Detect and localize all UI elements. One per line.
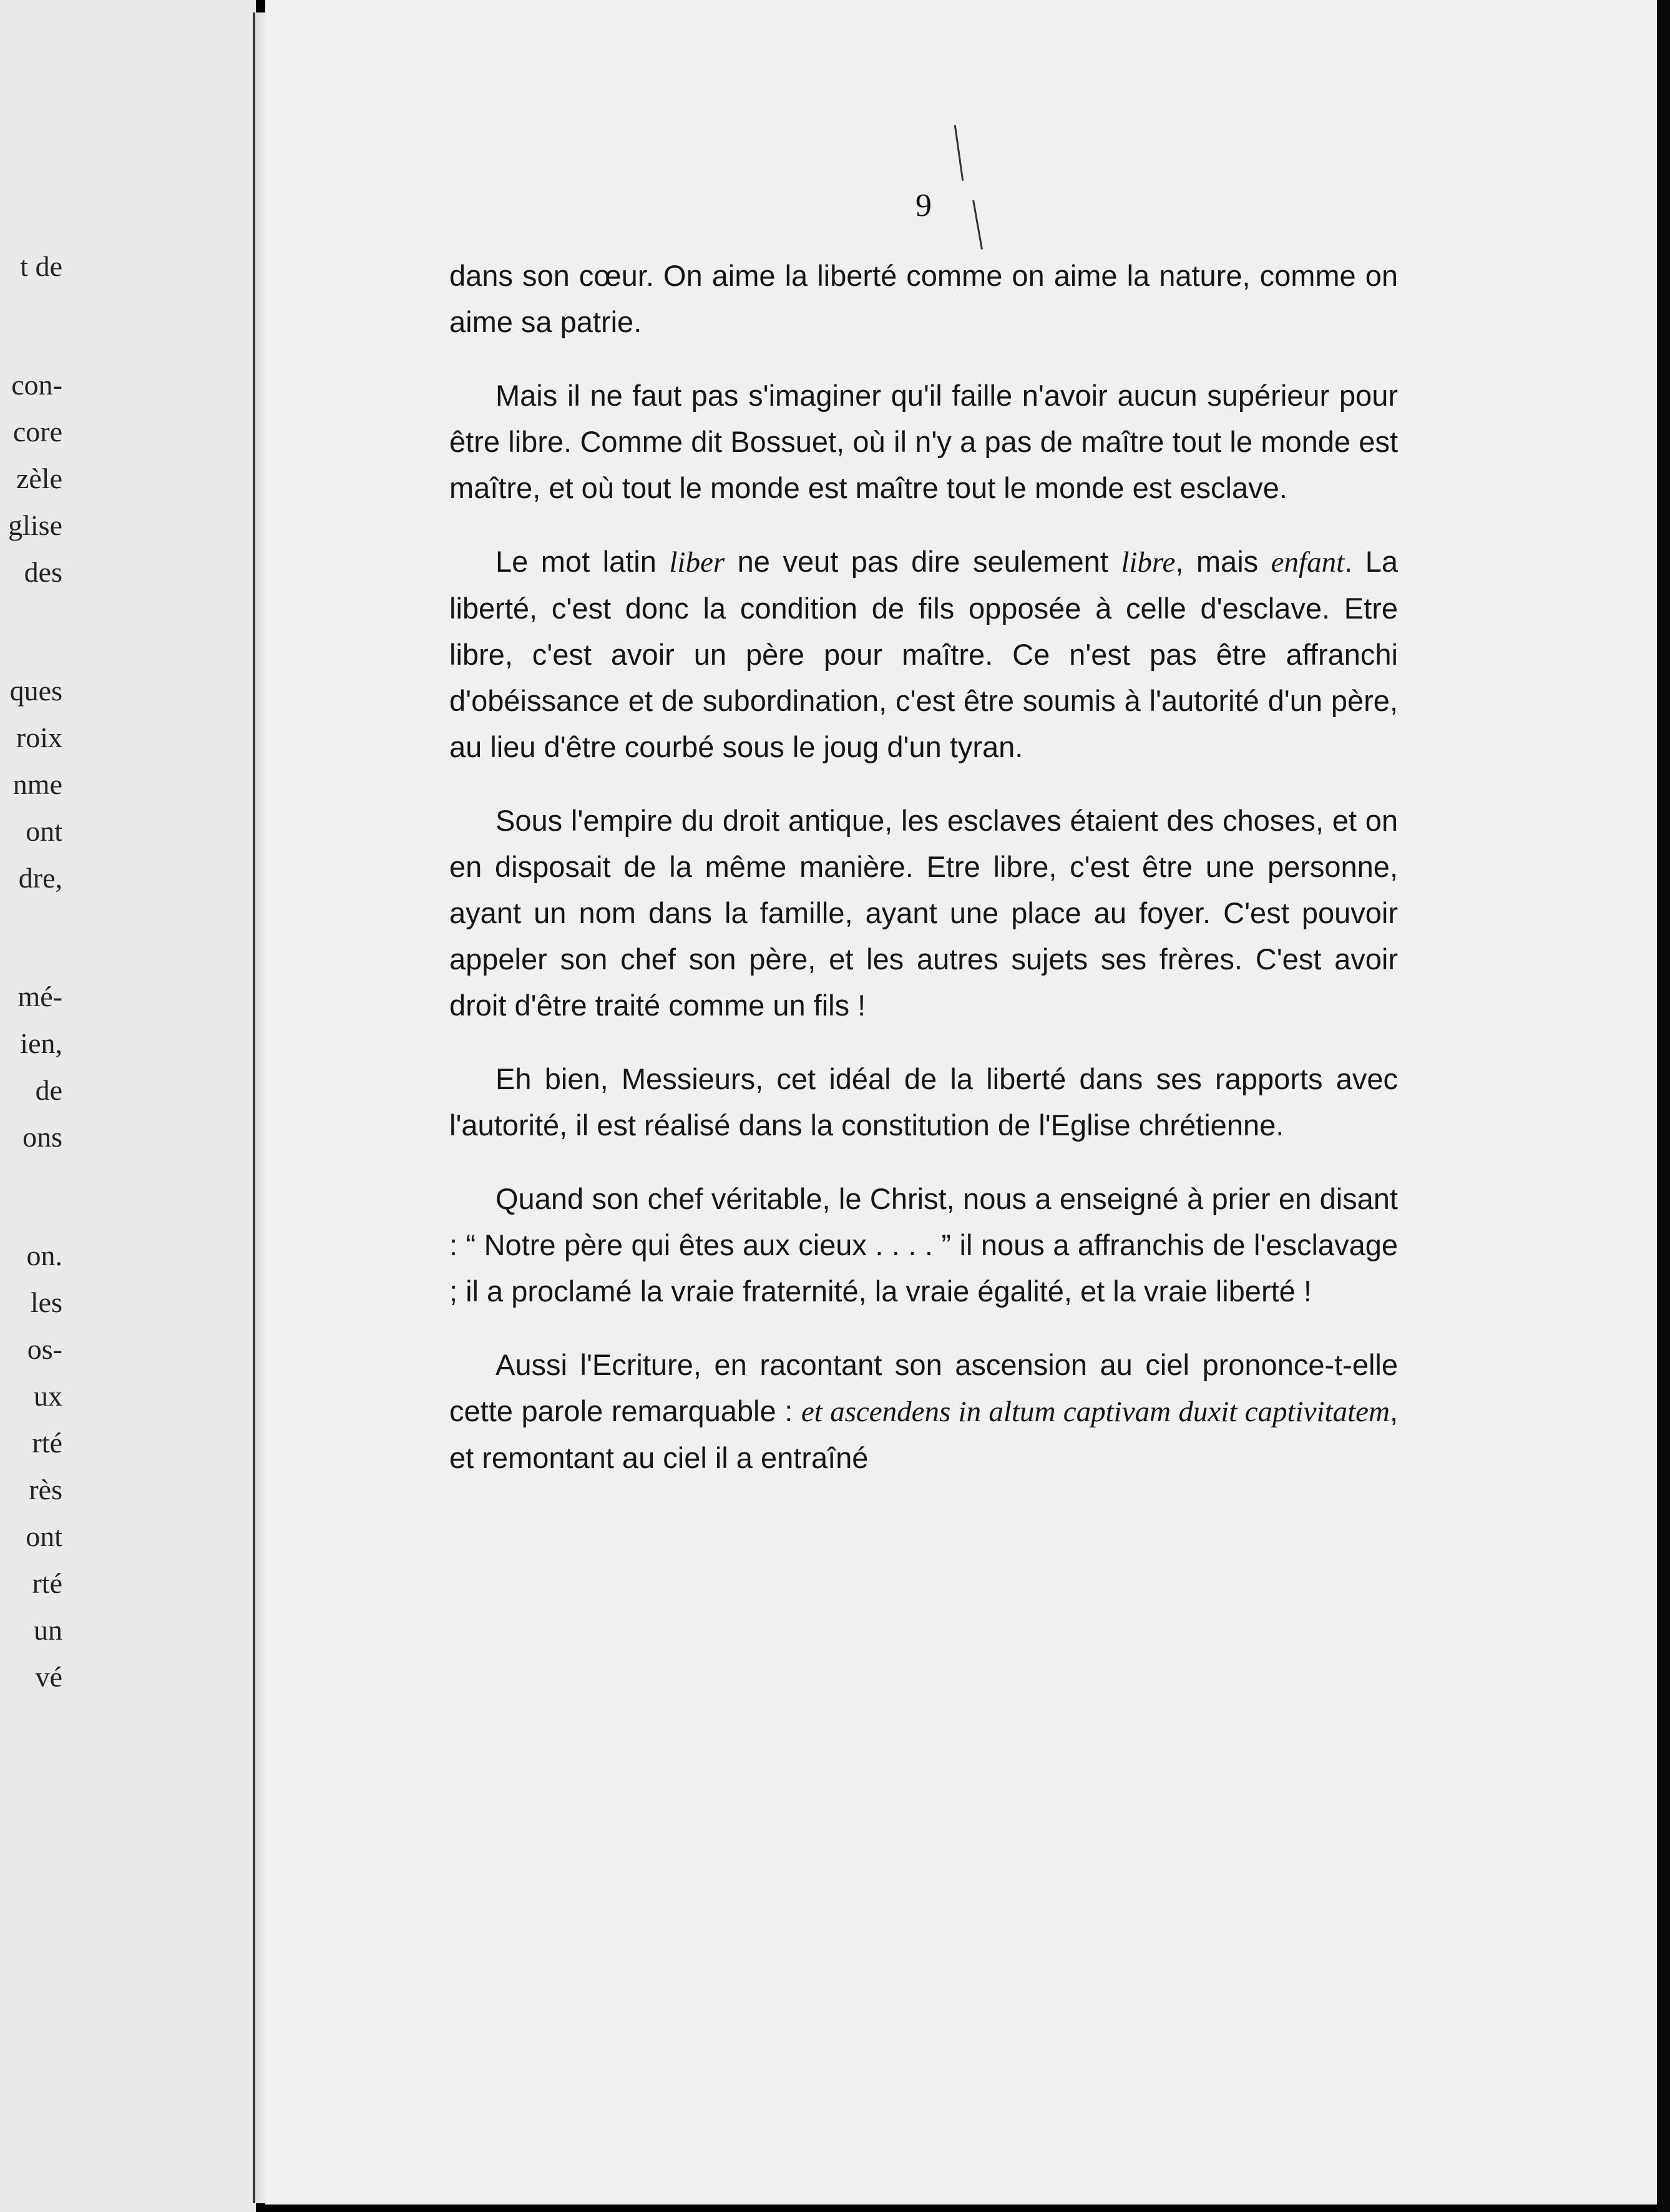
text-run: Le mot latin (496, 545, 670, 578)
left-text-fragment: ont (26, 1520, 62, 1552)
body-text (449, 253, 1398, 1509)
left-text-fragment: ux (34, 1380, 62, 1412)
italic-term: enfant (1271, 546, 1345, 579)
left-page-margin (0, 0, 256, 2212)
left-text-fragment: nme (12, 768, 62, 800)
left-text-fragment: de (35, 1074, 62, 1106)
left-text-fragment: un (34, 1614, 62, 1646)
italic-term: liber (669, 546, 725, 579)
left-text-fragment: glise (8, 509, 62, 541)
left-text-fragment: ques (9, 675, 62, 707)
left-text-fragment: con- (11, 369, 62, 401)
left-text-fragment: rté (32, 1567, 62, 1599)
page-number: 9 (916, 188, 932, 223)
paragraph: Sous l'empire du droit antique, les esclaves étaient des choses, et on en disposait de la même manière. Etre libre, c'est être une personne, ayant un nom dans la famille, ayant une place au foyer. C'est pouvoir appeler son chef son père, et les autres sujets ses frères. C'est avoir droit d'être traité comme un fils ! (449, 804, 1398, 1022)
left-text-fragment: core (12, 416, 62, 448)
text-run: , mais (1175, 545, 1271, 578)
paragraph: Mais il ne faut pas s'imaginer qu'il faille n'avoir aucun supérieur pour être libre. Comme dit Bossuet, où il n'y a pas de maître tout le monde est maître, et où tout le monde est maître tout le monde est esclave. (449, 379, 1398, 504)
left-text-fragment: ont (26, 815, 62, 847)
paragraph: Eh bien, Messieurs, cet idéal de la liberté dans ses rapports avec l'autorité, il est réalisé dans la constitution de l'Eglise chrétienne. (449, 1062, 1398, 1142)
ink-stroke (954, 125, 964, 181)
text-run: ne veut pas dire seulement (725, 545, 1121, 578)
italic-term: libre (1121, 546, 1176, 579)
paragraph (449, 1342, 1398, 1481)
left-text-fragment: ien, (20, 1027, 62, 1059)
left-text-fragment: roix (16, 722, 62, 753)
latin-quote: et ascendens in altum captivam duxit captivitatem (801, 1396, 1390, 1428)
scan-edge (1657, 0, 1670, 2212)
paragraph (449, 539, 1398, 770)
left-text-fragment: t de (20, 250, 62, 282)
paragraph: Quand son chef véritable, le Christ, nous a enseigné à prier en disant : “ Notre père qui êtes aux cieux . . . . ” il nous a affranchis de l'esclavage ; il a proclamé la vraie fraternité, la vraie égalité, et la vraie liberté ! (449, 1182, 1398, 1308)
text-run: , et remontant au ciel il a entraîné (449, 1394, 1398, 1474)
text-run: Aussi l'Ecriture, en racontant son ascension au ciel prononce-t-elle cette parole remarquable : (449, 1348, 1398, 1427)
left-text-fragment: vé (35, 1661, 62, 1693)
ink-stroke (972, 200, 983, 249)
left-text-fragment: des (24, 556, 62, 588)
left-text-fragment: les (30, 1286, 62, 1318)
left-text-fragment: os- (27, 1333, 62, 1365)
left-text-fragment: rté (32, 1427, 62, 1459)
left-text-fragment: mé- (17, 981, 62, 1012)
left-text-fragment: ons (22, 1121, 62, 1153)
left-text-fragment: rès (29, 1474, 62, 1505)
text-run: . La liberté, c'est donc la condition de fils opposée à celle d'esclave. Etre libre, c'est avoir un père pour maître. Ce n'est pas être affranchi d'obéissance et de subordination, c'est être soumis à l'autorité d'un père, au lieu d'être courbé sous le joug d'un tyran. (449, 545, 1398, 763)
left-text-fragment: on. (26, 1240, 62, 1271)
paragraph: dans son cœur. On aime la liberté comme on aime la nature, comme on aime sa patrie. (449, 259, 1398, 338)
left-text-fragment: zèle (16, 462, 62, 494)
left-text-fragment: dre, (18, 862, 62, 894)
